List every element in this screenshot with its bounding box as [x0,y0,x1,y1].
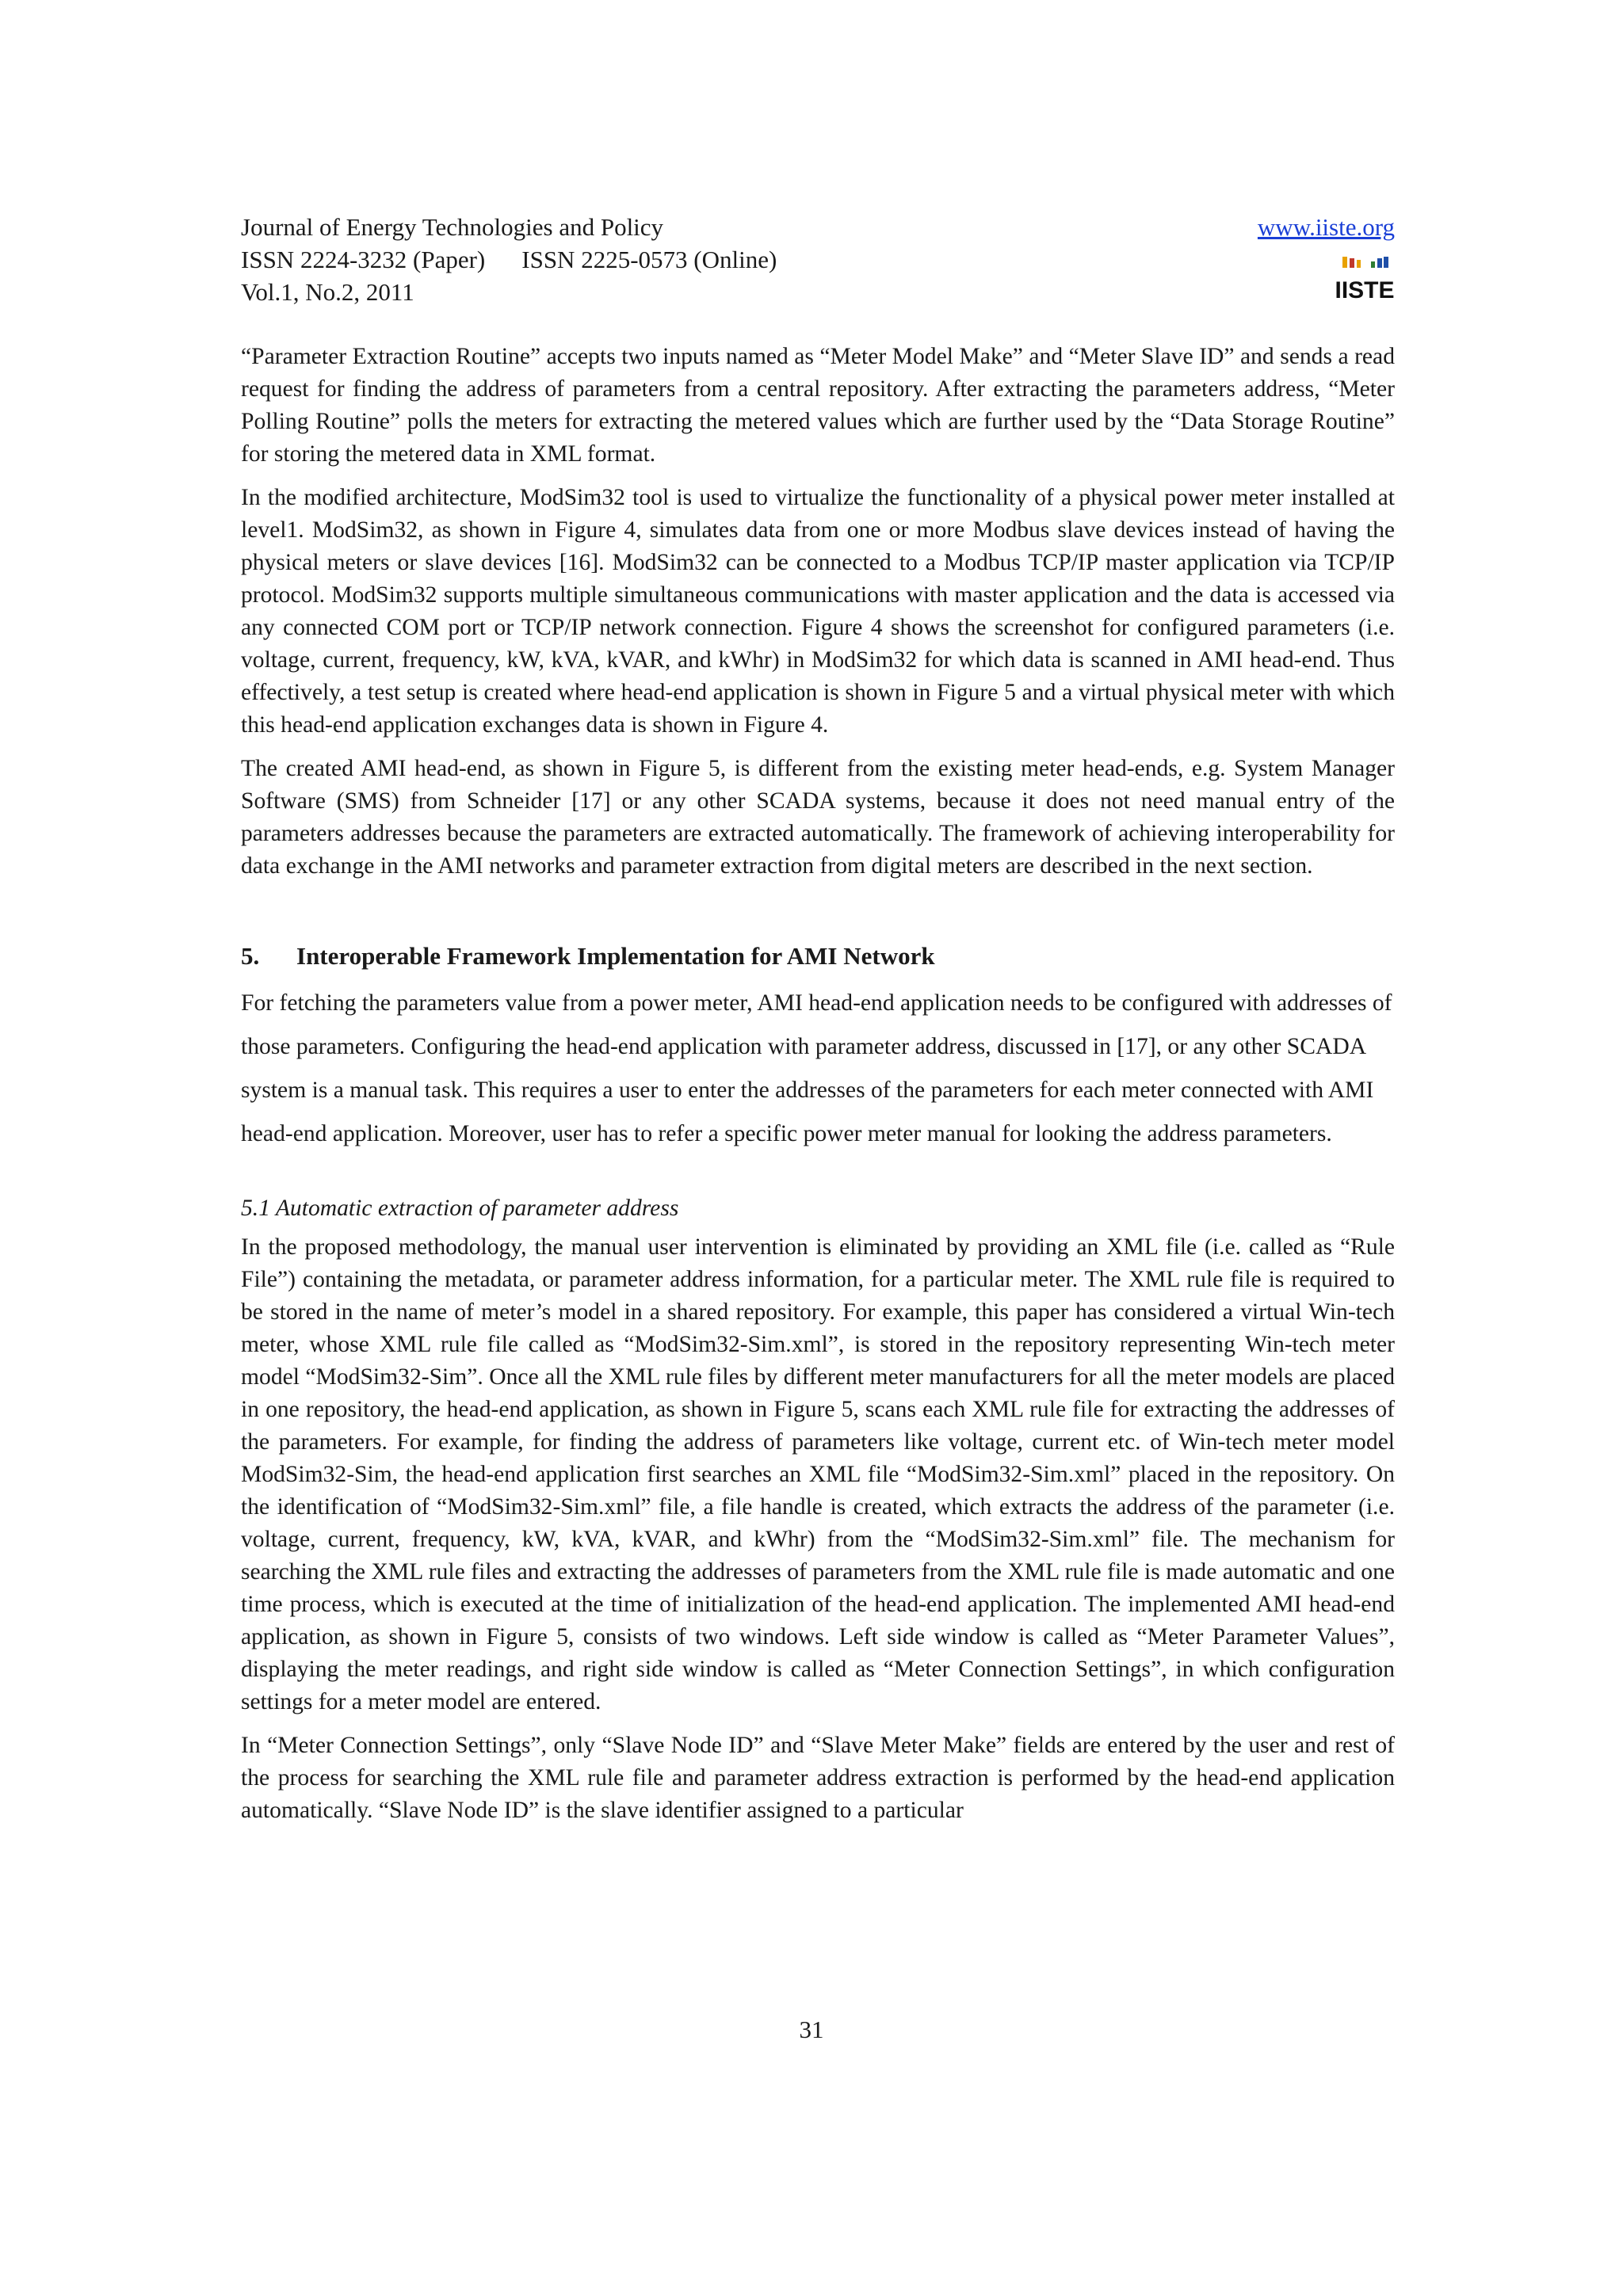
section-number: 5. [241,942,260,970]
running-header [241,211,1395,308]
issn-online: ISSN 2225-0573 (Online) [521,246,777,273]
section-title: Interoperable Framework Implementation for AMI Network [296,942,935,970]
paragraph-1: “Parameter Extraction Routine” accepts two inputs named as “Meter Model Make” and “Meter Slave ID” and sends a read request for finding the address of parameters from a central repository. After extracting the parameters address, “Meter Polling Routine” polls the meters for extracting the metered values which are further used by the “Data Storage Routine” for storing the metered data in XML format. [241,344,1395,467]
journal-url-link[interactable]: www.iiste.org [1257,213,1395,241]
page-number: 31 [799,2016,824,2043]
iiste-logo-icon [1335,254,1395,303]
subsection-heading: 5.1 Automatic extraction of parameter address [241,1196,679,1221]
iiste-logo-text: IISTE [1335,277,1395,303]
paragraph-4: For fetching the parameters value from a power meter, AMI head-end application needs to be configured with addresses of those parameters. Configuring the head-end application with parameter address, discussed in [17], or any other SCADA system is a manual task. This requires a user to enter the addresses of the parameters for each meter connected with AMI head-end application. Moreover, user has to refer a specific power meter manual for looking the address parameters. [241,990,1392,1146]
paragraph-3: The created AMI head-end, as shown in Figure 5, is different from the existing meter head-ends, e.g. System Manager Software (SMS) from Schneider [17] or any other SCADA systems, because it does not need manual entry of the parameters addresses because the parameters are extracted automatically. The framework of achieving interoperability for data exchange in the AMI networks and parameter extraction from digital meters are described in the next section. [241,756,1395,879]
article-body [241,341,1395,1838]
issn-line [241,243,1395,276]
paragraph-5: In the proposed methodology, the manual user intervention is eliminated by providing an XML file (i.e. called as “Rule File”) containing the metadata, or parameter address information, for a particular meter. The XML rule file is required to be stored in the name of meter’s model in a shared repository. For example, this paper has considered a virtual Win-tech meter, whose XML rule file called as “ModSim32-Sim.xml”, is stored in the repository representing Win-tech meter model “ModSim32-Sim”. Once all the XML rule files by different meter manufacturers for all the meter models are placed in one repository, the head-end application, as shown in Figure 5, scans each XML rule file for extracting the addresses of the parameters. For example, for finding the address of parameters like voltage, current etc. of Win-tech meter model ModSim32-Sim, the head-end application first searches an XML file “ModSim32-Sim.xml” placed in the repository. On the identification of “ModSim32-Sim.xml” file, a file handle is created, which extracts the address of the parameter (i.e. voltage, current, frequency, kW, kVA, kVAR, and kWhr) from the “ModSim32-Sim.xml” file. The mechanism for searching the XML rule files and extracting the addresses of parameters from the XML rule file is made automatic and one time process, which is executed at the time of initialization of the head-end application. The implemented AMI head-end application, as shown in Figure 5, consists of two windows. Left side window is called as “Meter Parameter Values”, displaying the meter readings, and right side window is called as “Meter Connection Settings”, in which configuration settings for a meter model are entered. [241,1234,1395,1714]
volume-info: Vol.1, No.2, 2011 [241,278,414,306]
section-heading [241,940,1395,972]
paragraph-2: In the modified architecture, ModSim32 tool is used to virtualize the functionality of a physical power meter installed at level1. ModSim32, as shown in Figure 4, simulates data from one or more Modbus slave devices instead of having the physical meters or slave devices [16]. ModSim32 can be connected to a Modbus TCP/IP master application via TCP/IP protocol. ModSim32 supports multiple simultaneous communications with master application and the data is accessed via any connected COM port or TCP/IP network connection. Figure 4 shows the screenshot for configured parameters (i.e. voltage, current, frequency, kW, kVA, kVAR, and kWhr) in ModSim32 for which data is scanned in AMI head-end. Thus effectively, a test setup is created where head-end application is shown in Figure 5 and a virtual physical meter with which this head-end application exchanges data is shown in Figure 4. [241,485,1395,738]
paragraph-6: In “Meter Connection Settings”, only “Slave Node ID” and “Slave Meter Make” fields are entered by the user and rest of the process for searching the XML rule file and parameter address extraction is performed by the head-end application automatically. “Slave Node ID” is the slave identifier assigned to a particular [241,1733,1395,1823]
issn-paper: ISSN 2224-3232 (Paper) [241,246,486,273]
journal-title: Journal of Energy Technologies and Policy [241,213,664,241]
